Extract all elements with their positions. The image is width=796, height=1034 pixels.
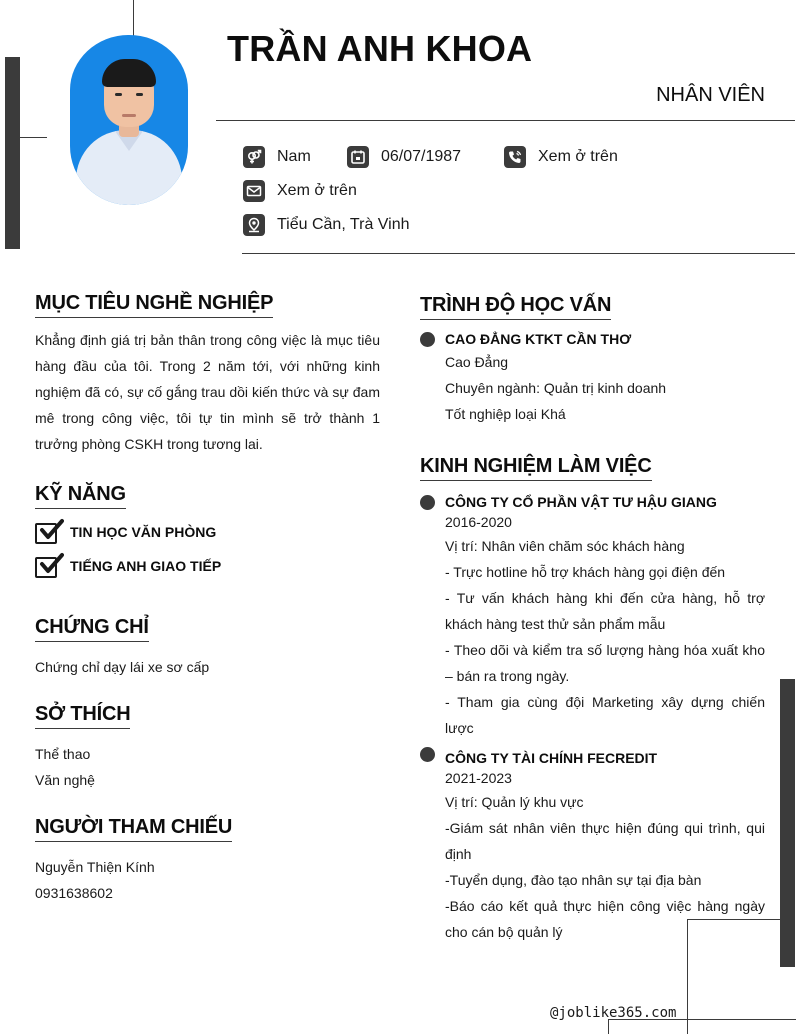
photo-mouth	[122, 114, 136, 117]
experience-title: KINH NGHIỆM LÀM VIỆC	[420, 455, 652, 481]
photo-hair	[102, 59, 156, 87]
address-value: Tiểu Cần, Trà Vinh	[277, 216, 410, 233]
location-icon	[243, 214, 265, 236]
job-task: -Báo cáo kết quả thực hiện công việc hàng ngày cho cán bộ quản lý	[445, 898, 765, 940]
gender-value: Nam	[277, 148, 311, 165]
skills-section	[35, 483, 380, 578]
references-title: NGƯỜI THAM CHIẾU	[35, 816, 232, 842]
certificate-item: Chứng chỉ dạy lái xe sơ cấp	[35, 659, 210, 675]
phone-value: Xem ở trên	[538, 148, 618, 165]
corner-frame-stub	[608, 1019, 609, 1034]
info-phone	[504, 146, 618, 168]
hobby-item: Văn nghệ	[35, 772, 95, 788]
bullet-icon	[420, 332, 435, 347]
reference-name: Nguyễn Thiện Kính	[35, 859, 155, 875]
birthday-value: 06/07/1987	[381, 148, 462, 165]
phone-icon	[504, 146, 526, 168]
info-birthday	[347, 146, 461, 168]
education-grade: Tốt nghiệp loại Khá	[445, 406, 566, 422]
header-divider	[216, 120, 795, 121]
info-address	[243, 214, 410, 236]
objective-section	[35, 292, 380, 457]
calendar-icon	[347, 146, 369, 168]
bullet-icon	[420, 747, 435, 762]
education-section	[420, 294, 765, 427]
profile-photo	[70, 35, 188, 205]
skill-item	[35, 520, 380, 544]
right-accent-bar	[780, 679, 795, 967]
top-vertical-line	[133, 0, 134, 36]
job-task: -Giám sát nhân viên thực hiện đúng qui trình, qui định	[445, 820, 765, 862]
education-entry	[420, 332, 765, 427]
certificates-section	[35, 616, 380, 680]
reference-phone: 0931638602	[35, 885, 113, 901]
candidate-role: NHÂN VIÊN	[656, 84, 765, 106]
job-task: - Tham gia cùng đội Marketing xây dựng chiến lược	[445, 694, 765, 736]
hobbies-section	[35, 703, 380, 793]
certificates-title: CHỨNG CHỈ	[35, 616, 149, 642]
school-name: CAO ĐẲNG KTKT CẦN THƠ	[445, 331, 632, 347]
bullet-icon	[420, 495, 435, 510]
job-company: CÔNG TY TÀI CHÍNH FECREDIT	[445, 750, 658, 766]
skill-label: TIẾNG ANH GIAO TIẾP	[70, 558, 222, 574]
job-task: - Trực hotline hỗ trợ khách hàng gọi điện đến	[445, 564, 726, 580]
info-gender	[243, 146, 311, 168]
left-horizontal-line	[20, 137, 47, 138]
job-period: 2021-2023	[445, 770, 512, 786]
job-task: -Tuyển dụng, đào tạo nhân sự tại địa bàn	[445, 872, 702, 888]
references-section	[35, 816, 380, 906]
job-entry	[420, 751, 765, 945]
watermark-text: @joblike365.com	[550, 1005, 677, 1021]
job-entry	[420, 495, 765, 741]
info-email	[243, 180, 357, 202]
checkbox-icon	[35, 520, 63, 544]
candidate-name: TRẦN ANH KHOA	[227, 28, 533, 69]
education-title: TRÌNH ĐỘ HỌC VẤN	[420, 294, 611, 320]
email-value: Xem ở trên	[277, 182, 357, 199]
left-accent-bar	[5, 57, 20, 249]
skill-item	[35, 554, 380, 578]
hobby-item: Thể thao	[35, 746, 91, 762]
job-company: CÔNG TY CỔ PHẦN VẬT TƯ HẬU GIANG	[445, 494, 717, 510]
education-degree: Cao Đẳng	[445, 354, 509, 370]
skills-title: KỸ NĂNG	[35, 483, 126, 509]
objective-text: Khẳng định giá trị bản thân trong công việc là mục tiêu hàng đầu của tôi. Trong 2 năm tới, với những kinh nghiệm đã có, sự cố gắng trau dồi kiến thức và sự đam mê trong công việc, tôi tự tin mình sẽ trở thành 1 trưởng phòng CSKH trong tương lai.	[35, 332, 380, 452]
gender-icon	[243, 146, 265, 168]
hobbies-title: SỞ THÍCH	[35, 703, 130, 729]
email-icon	[243, 180, 265, 202]
job-position: Vị trí: Quản lý khu vực	[445, 794, 584, 810]
job-position: Vị trí: Nhân viên chăm sóc khách hàng	[445, 538, 685, 554]
job-task: - Theo dõi và kiểm tra số lượng hàng hóa xuất kho – bán ra trong ngày.	[445, 642, 765, 684]
skill-label: TIN HỌC VĂN PHÒNG	[70, 524, 217, 540]
checkbox-icon	[35, 554, 63, 578]
objective-title: MỤC TIÊU NGHỀ NGHIỆP	[35, 292, 273, 318]
job-period: 2016-2020	[445, 514, 512, 530]
job-task: - Tư vấn khách hàng khi đến cửa hàng, hỗ trợ khách hàng test thử sản phẩm mẫu	[445, 590, 765, 632]
education-major: Chuyên ngành: Quản trị kinh doanh	[445, 380, 667, 396]
photo-eye-right	[136, 93, 143, 96]
photo-eye-left	[115, 93, 122, 96]
info-divider	[242, 253, 795, 254]
experience-section	[420, 455, 765, 945]
